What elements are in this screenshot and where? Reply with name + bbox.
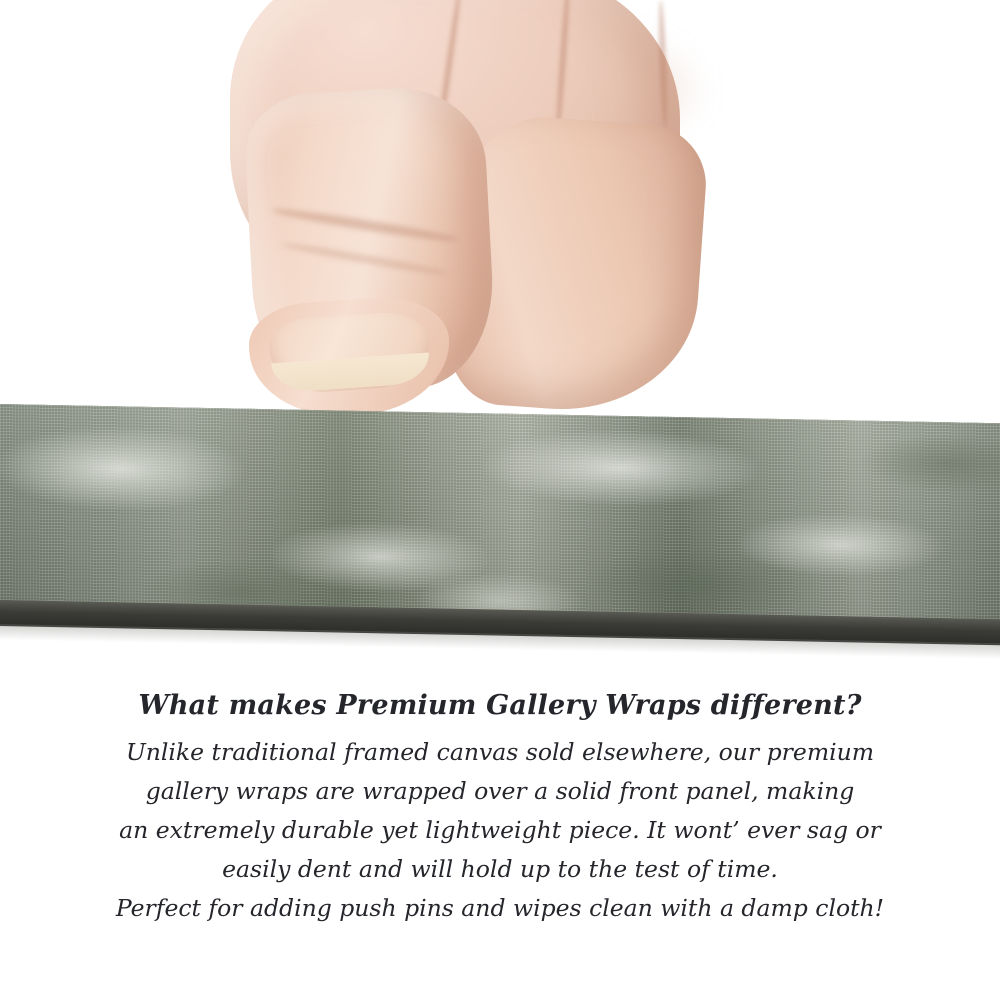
canvas-printed-surface xyxy=(0,404,1000,631)
caption-line-1: Unlike traditional framed canvas sold elsewhere, our premium xyxy=(125,738,875,766)
caption-line-4: easily dent and will hold up to the test of time. xyxy=(222,855,778,883)
hand-illustration xyxy=(120,0,680,440)
caption-line-3: an extremely durable yet lightweight piece. It wont’ ever sag or xyxy=(119,816,881,844)
knuckle-seam xyxy=(554,0,571,138)
knuckle-seam xyxy=(658,0,669,130)
canvas-gallery-wrap xyxy=(0,404,1000,644)
caption-block xyxy=(0,690,1000,928)
caption-line-2: gallery wraps are wrapped over a solid front panel, making xyxy=(145,777,855,805)
caption-heading: What makes Premium Gallery Wraps different? xyxy=(138,690,862,721)
caption-line-5: Perfect for adding push pins and wipes clean with a damp cloth! xyxy=(115,894,885,922)
